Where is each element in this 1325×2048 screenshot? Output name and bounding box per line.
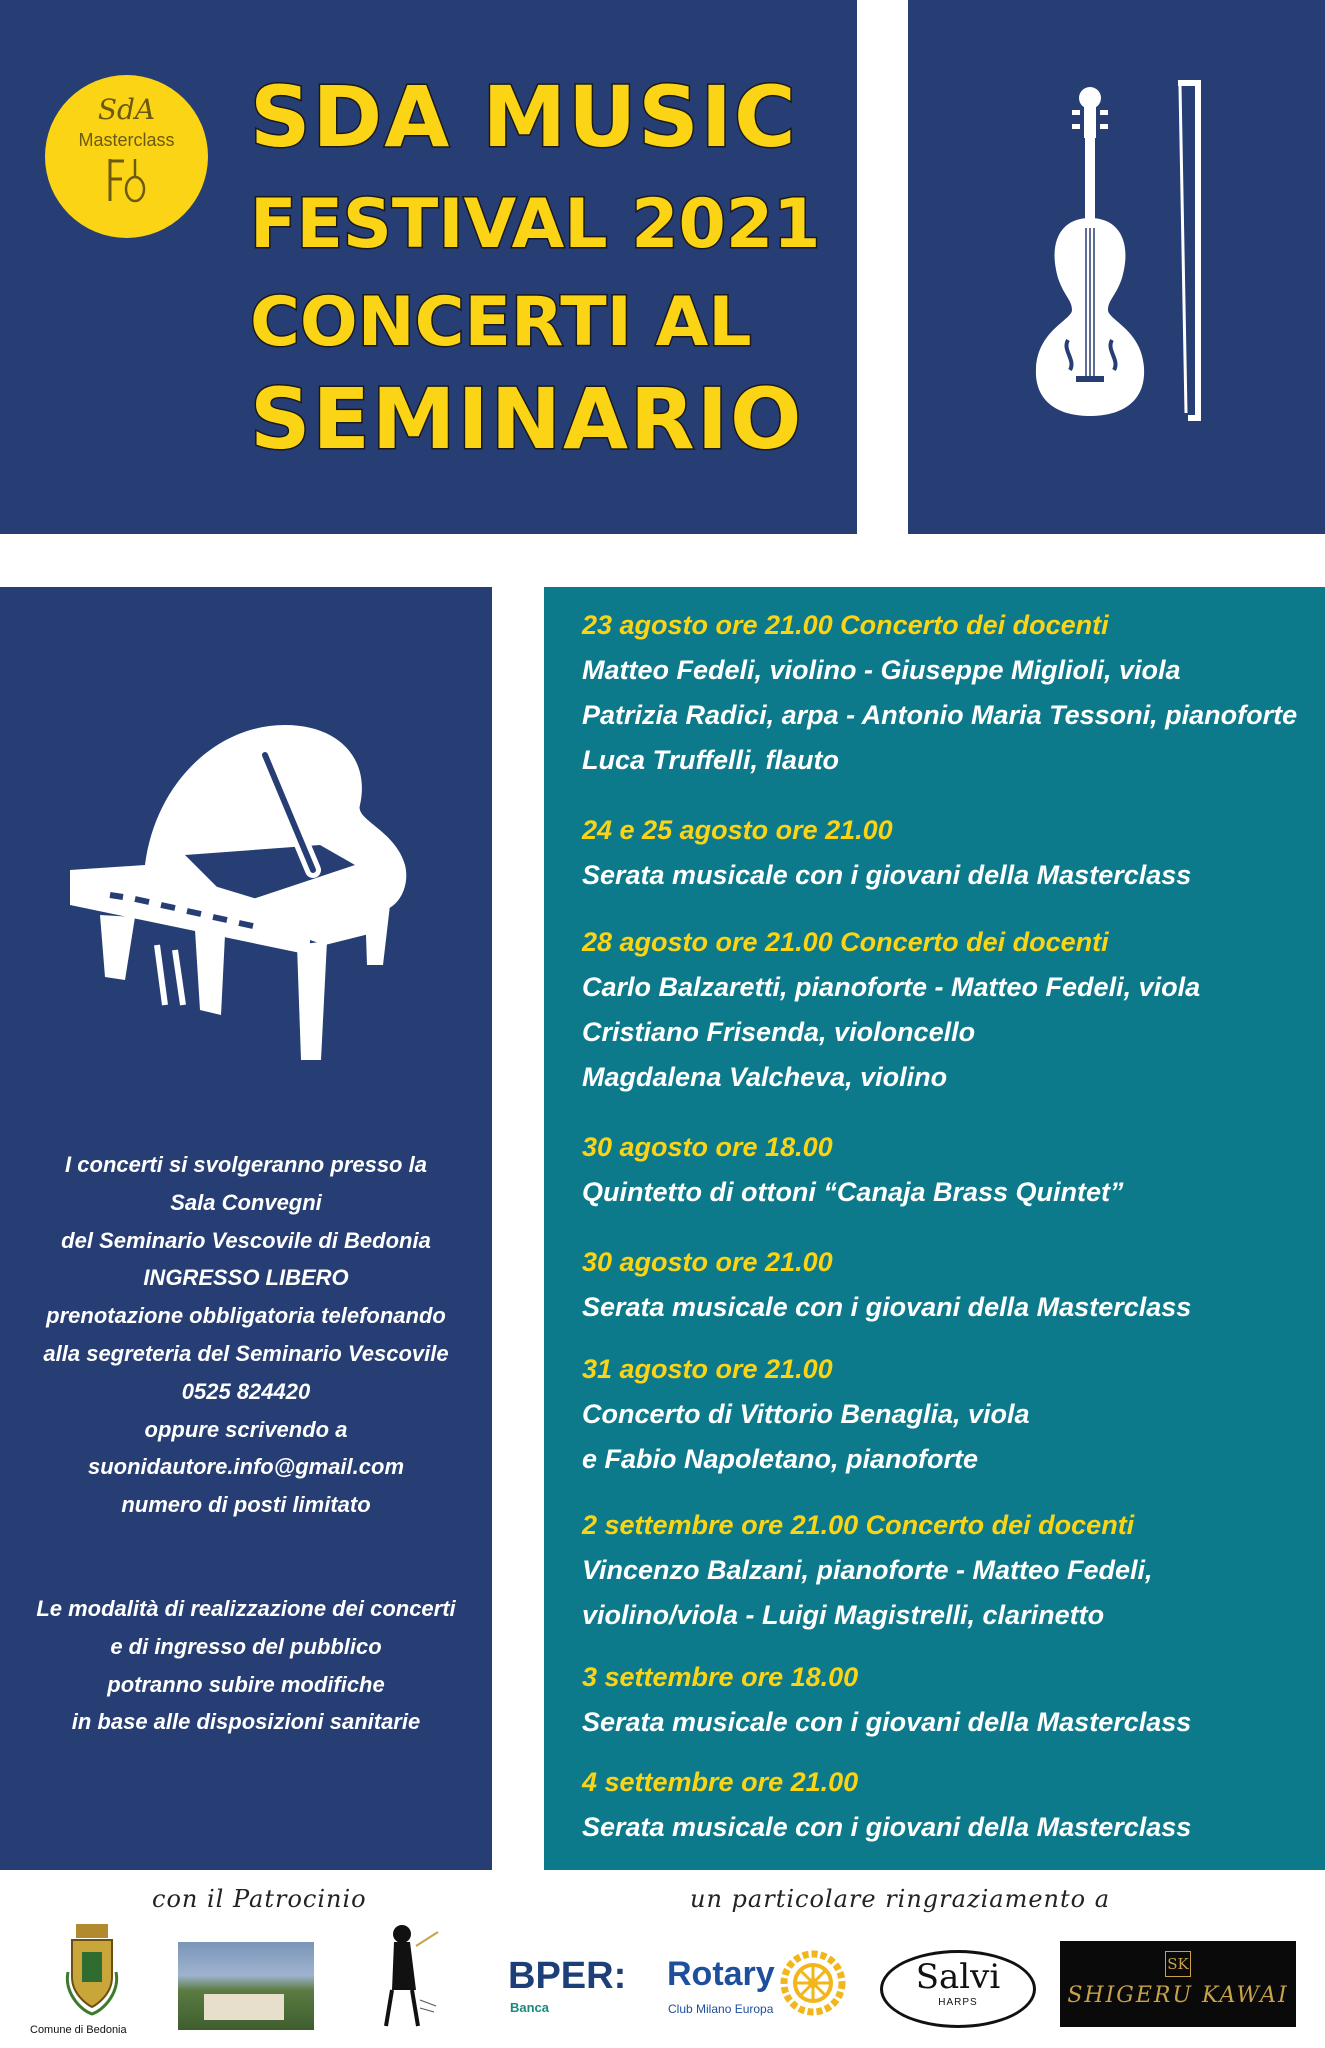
title-line-3: CONCERTI AL [250,283,752,362]
title-panel [0,0,857,534]
seminary-photo [178,1942,314,2030]
disclaimer-note [0,1590,492,1741]
info-line: del Seminario Vescovile di Bedonia [61,1227,431,1253]
logo-sda-text: SdA [97,93,156,126]
rotary-wheel-icon [780,1950,846,2016]
event-date: 24 e 25 agosto ore 21.00 [582,815,893,845]
note-line: potranno subire modifiche [107,1671,385,1697]
event-date: 23 agosto ore 21.00 Concerto dei docenti [582,610,1109,640]
email-address: suonidautore.info@gmail.com [87,1454,405,1480]
comune-label: Comune di Bedonia [30,2024,127,2036]
event-item [582,1503,1153,1638]
info-line: numero di posti limitato [121,1492,371,1518]
phone-number: 0525 824420 [181,1378,311,1404]
event-line: Serata musicale con i giovani della Masterclass [582,1707,1192,1737]
salvi-sub-label: HARPS [938,1997,978,2008]
info-line: prenotazione obbligatoria telefonando [46,1303,446,1329]
kawai-monogram: SK [1165,1951,1191,1977]
title-line-4: SEMINARIO [250,370,804,468]
info-line: I concerti si svolgeranno presso la [65,1152,427,1177]
event-line: violino/viola - Luigi Magistrelli, clarinetto [582,1600,1105,1630]
violinist-silhouette-icon [372,1920,442,2030]
event-item [582,1125,1124,1215]
info-line: oppure scrivendo a [144,1416,348,1442]
event-line: Quintetto di ottoni “Canaja Brass Quintet” [582,1177,1124,1207]
event-date: 30 agosto ore 18.00 [582,1132,833,1162]
title-line-2: FESTIVAL 2021 [250,185,821,264]
event-line: Magdalena Valcheva, violino [582,1062,948,1092]
note-line: in base alle disposizioni sanitarie [71,1709,421,1735]
salvi-harps-logo [880,1950,1036,2028]
event-item [582,1240,1191,1330]
info-line: alla segreteria del Seminario Vescovile [43,1340,449,1366]
event-date: 30 agosto ore 21.00 [582,1247,833,1277]
event-date: 31 agosto ore 21.00 [582,1354,833,1384]
event-line: Cristiano Frisenda, violoncello [582,1017,976,1047]
note-line: e di ingresso del pubblico [110,1633,382,1659]
info-line: Sala Convegni [170,1189,322,1215]
event-item [582,1760,1191,1850]
logo-masterclass-text: Masterclass [78,130,175,150]
bper-logo: BPER: [508,1955,627,1997]
event-line: e Fabio Napoletano, pianoforte [582,1444,979,1474]
event-line: Luca Truffelli, flauto [582,745,840,775]
violin-icon [1030,78,1210,423]
event-line: Concerto di Vittorio Benaglia, viola [582,1399,1030,1429]
kawai-name: SHIGERU KAWAI [1067,1983,1289,2008]
title-line-1: SDA MUSIC [250,68,798,166]
event-item [582,1655,1191,1745]
shigeru-kawai-logo [1060,1941,1296,2027]
event-date: 2 settembre ore 21.00 Concerto dei docenti [582,1510,1135,1540]
event-item [582,1347,1030,1482]
event-item [582,920,1200,1100]
event-line: Patrizia Radici, arpa - Antonio Maria Tessoni, pianoforte [582,700,1298,730]
event-date: 3 settembre ore 18.00 [582,1662,859,1692]
event-date: 28 agosto ore 21.00 Concerto dei docenti [582,927,1109,957]
venue-info [0,1146,492,1524]
event-line: Serata musicale con i giovani della Masterclass [582,1812,1192,1842]
rotary-sub-label: Club Milano Europa [668,2002,774,2016]
violin-f-icon [104,155,150,205]
info-line: INGRESSO LIBERO [143,1265,349,1291]
note-line: Le modalità di realizzazione dei concerti [36,1596,456,1621]
event-line: Serata musicale con i giovani della Masterclass [582,1292,1192,1322]
event-line: Serata musicale con i giovani della Masterclass [582,860,1192,890]
sda-masterclass-logo [45,75,208,238]
bper-sub-label: Banca [510,2000,550,2015]
event-line: Matteo Fedeli, violino - Giuseppe Miglioli, viola [582,655,1181,685]
event-item [582,808,1191,898]
rotary-logo: Rotary [667,1955,775,1993]
salvi-name: Salvi [915,1957,1001,1997]
event-date: 4 settembre ore 21.00 [582,1767,859,1797]
grand-piano-icon [65,705,425,1075]
patronage-label: con il Patrocinio [152,1885,367,1913]
comune-crest-icon [62,1922,122,2022]
event-item [582,603,1297,783]
thanks-label: un particolare ringraziamento a [690,1885,1111,1913]
event-line: Vincenzo Balzani, pianoforte - Matteo Fedeli, [582,1555,1153,1585]
event-line: Carlo Balzaretti, pianoforte - Matteo Fedeli, viola [582,972,1201,1002]
